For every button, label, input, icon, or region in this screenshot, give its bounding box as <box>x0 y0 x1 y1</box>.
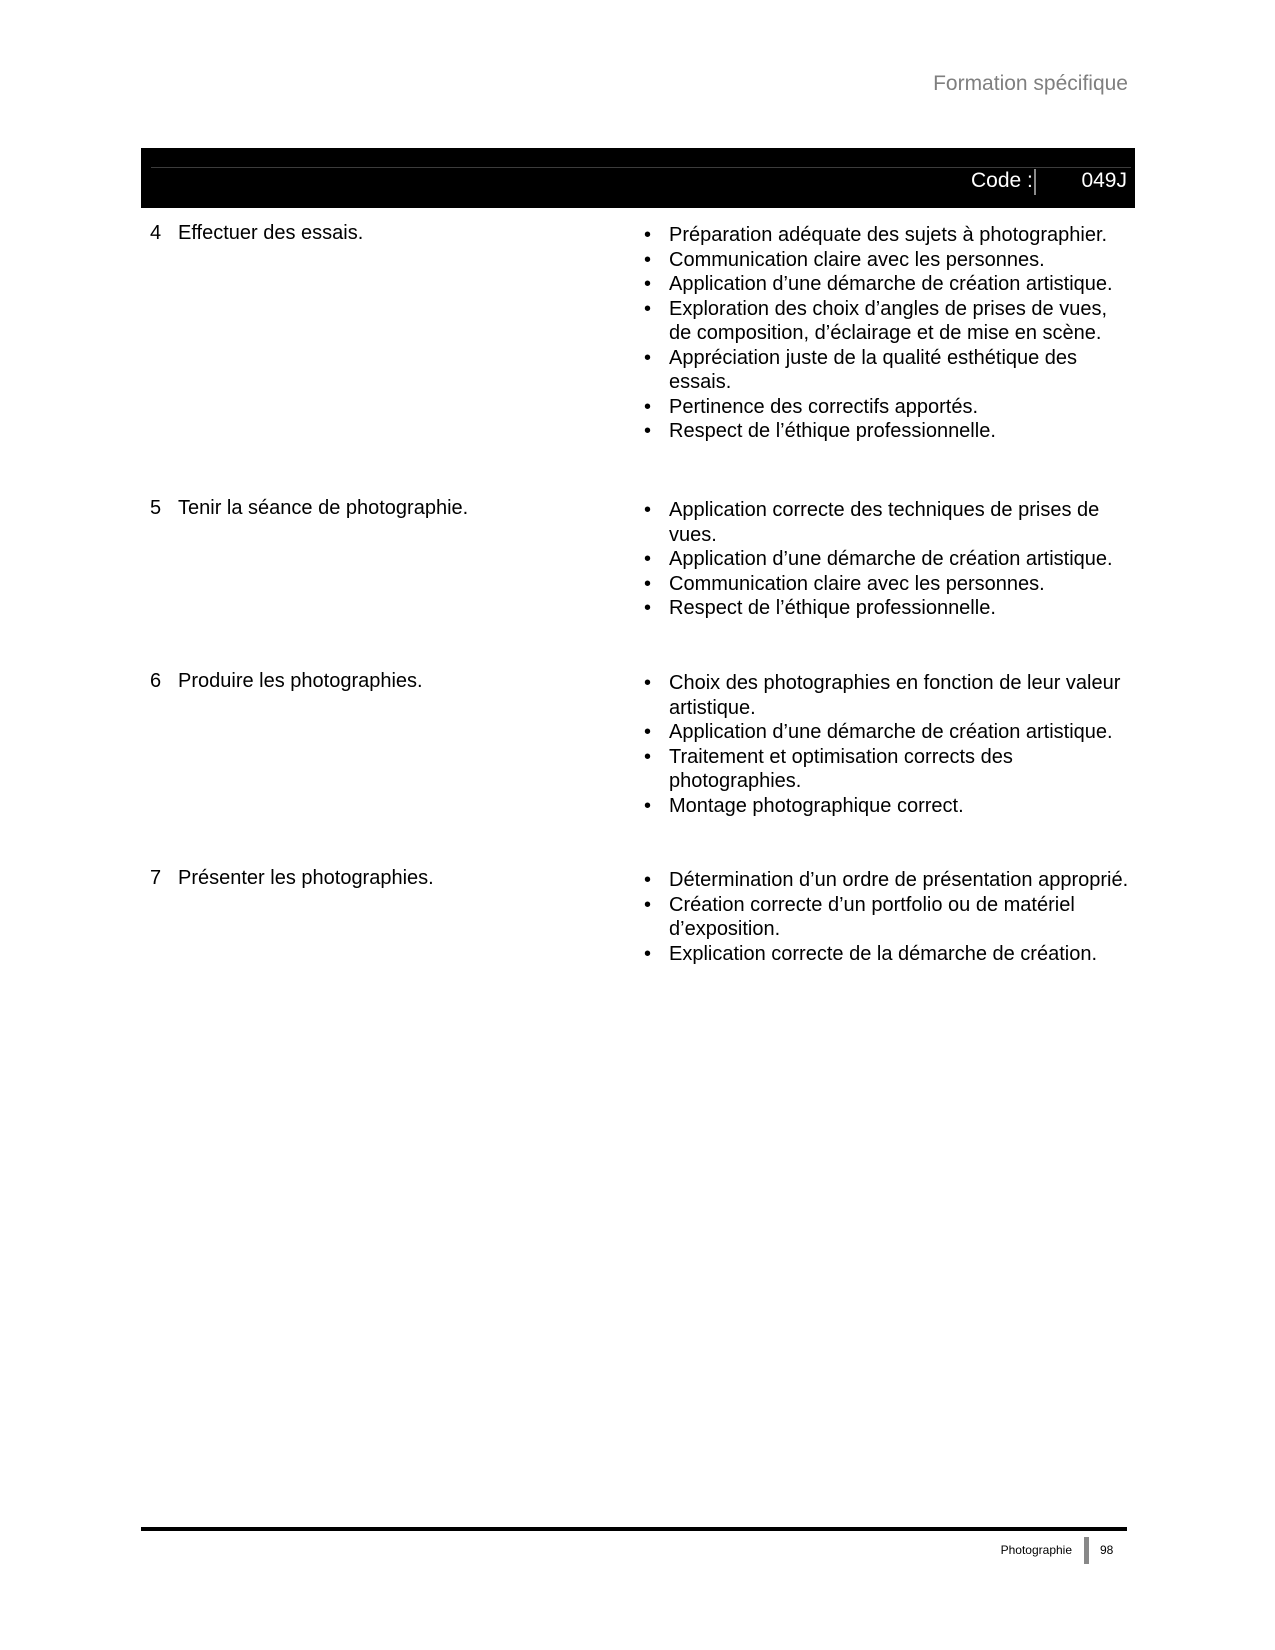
criterion-item <box>644 893 1134 942</box>
criterion-text: Explication correcte de la démarche de création. <box>669 942 1098 965</box>
criterion-text: Traitement et optimisation corrects des photographies. <box>669 745 1013 792</box>
criterion-item <box>644 942 1134 967</box>
criterion-item <box>644 248 1134 273</box>
criterion-item <box>644 671 1134 720</box>
bullet-icon: • <box>644 794 652 817</box>
criteria-list <box>644 671 1134 818</box>
criterion-text: Application d’une démarche de création artistique. <box>669 721 1113 743</box>
criterion-item <box>644 419 1134 444</box>
criterion-text: Respect de l’éthique professionnelle. <box>669 420 996 442</box>
step-title: Produire les photographies. <box>178 670 423 692</box>
bullet-icon: • <box>644 297 652 320</box>
criterion-text: Préparation adéquate des sujets à photographier. <box>669 224 1108 246</box>
bullet-icon: • <box>644 224 652 246</box>
criterion-text: Application d’une démarche de création artistique. <box>669 273 1113 295</box>
step-title: Tenir la séance de photographie. <box>178 497 469 519</box>
criterion-text: Pertinence des correctifs apportés. <box>669 395 979 418</box>
bullet-icon: • <box>644 893 652 916</box>
criteria-list <box>644 868 1134 966</box>
code-bar <box>141 148 1135 208</box>
bullet-icon: • <box>644 248 652 271</box>
footer-separator <box>1084 1537 1089 1564</box>
criterion-item <box>644 498 1134 547</box>
criterion-item <box>644 395 1134 420</box>
criterion-item <box>644 720 1134 745</box>
criterion-item <box>644 223 1134 248</box>
criterion-item <box>644 547 1134 572</box>
step-title: Effectuer des essais. <box>178 222 364 244</box>
bullet-icon: • <box>644 597 652 619</box>
criterion-text: Application d’une démarche de création artistique. <box>669 548 1113 570</box>
bullet-icon: • <box>644 346 652 369</box>
step-number: 6 <box>150 670 162 692</box>
criteria-list <box>644 223 1134 444</box>
step-number: 4 <box>150 222 162 244</box>
bullet-icon: • <box>644 745 652 768</box>
criterion-text: Montage photographique correct. <box>669 794 964 817</box>
criterion-item <box>644 297 1134 346</box>
bullet-icon: • <box>644 869 652 891</box>
bullet-icon: • <box>644 420 652 442</box>
page-number: 98 <box>1100 1543 1114 1557</box>
criterion-text: Application correcte des techniques de prises de vues. <box>669 499 1100 546</box>
criterion-text: Communication claire avec les personnes. <box>669 572 1045 595</box>
criterion-text: Exploration des choix d’angles de prises de vues, de composition, d’éclairage et de mise en scène. <box>669 297 1108 344</box>
footer-program-label: Photographie <box>1000 1543 1072 1557</box>
criterion-item <box>644 745 1134 794</box>
criteria-list <box>644 498 1134 621</box>
criterion-text: Respect de l’éthique professionnelle. <box>669 597 996 619</box>
criterion-text: Détermination d’un ordre de présentation approprié. <box>669 869 1129 891</box>
criterion-item <box>644 868 1134 893</box>
criterion-item <box>644 596 1134 621</box>
bullet-icon: • <box>644 499 652 521</box>
code-separator <box>1034 169 1036 195</box>
bullet-icon: • <box>644 273 652 295</box>
footer-rule <box>141 1527 1127 1531</box>
code-value: 049J <box>1081 169 1127 192</box>
step-title: Présenter les photographies. <box>178 867 434 889</box>
bullet-icon: • <box>644 672 652 694</box>
criterion-item <box>644 794 1134 819</box>
bullet-icon: • <box>644 395 652 418</box>
step-number: 5 <box>150 497 162 519</box>
bullet-icon: • <box>644 572 652 595</box>
bullet-icon: • <box>644 548 652 570</box>
step-number: 7 <box>150 867 162 889</box>
criterion-text: Appréciation juste de la qualité esthétique des essais. <box>669 346 1078 393</box>
code-label: Code : <box>971 169 1033 192</box>
criterion-text: Communication claire avec les personnes. <box>669 248 1045 271</box>
running-header: Formation spécifique <box>933 72 1128 95</box>
bullet-icon: • <box>644 942 652 965</box>
bullet-icon: • <box>644 721 652 743</box>
code-bar-rule <box>151 167 1131 168</box>
criterion-text: Choix des photographies en fonction de leur valeur artistique. <box>669 672 1121 719</box>
criterion-item <box>644 272 1134 297</box>
criterion-item <box>644 346 1134 395</box>
criterion-item <box>644 572 1134 597</box>
criterion-text: Création correcte d’un portfolio ou de matériel d’exposition. <box>669 893 1075 940</box>
